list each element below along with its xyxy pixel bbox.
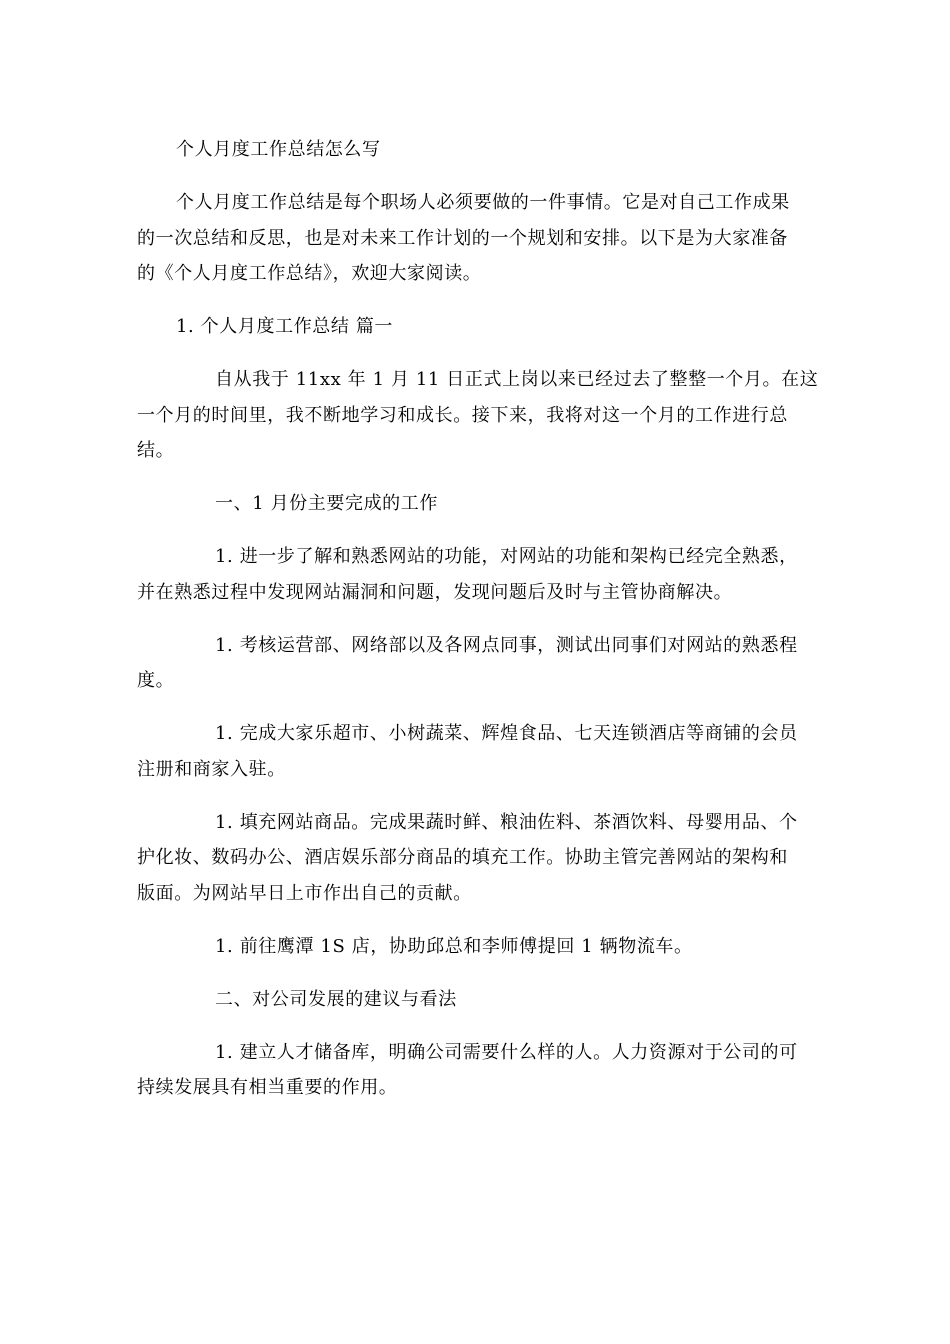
part1-heading: 一、1 月份主要完成的工作	[215, 493, 438, 514]
item6-line-2: 持续发展具有相当重要的作用。	[137, 1077, 398, 1098]
intro-line-2: 的一次总结和反思，也是对未来工作计划的一个规划和安排。以下是为大家准备	[137, 228, 788, 249]
intro-line-3: 的《个人月度工作总结》，欢迎大家阅读。	[137, 263, 482, 284]
opening-line-2: 一个月的时间里，我不断地学习和成长。接下来，我将对这一个月的工作进行总	[137, 405, 788, 426]
item6-line-1: 1. 建立人才储备库，明确公司需要什么样的人。人力资源对于公司的可	[215, 1042, 798, 1063]
item3-line-1: 1. 完成大家乐超市、小树蔬菜、辉煌食品、七天连锁酒店等商铺的会员	[215, 723, 798, 744]
item3-line-2: 注册和商家入驻。	[137, 759, 286, 780]
item1-line-1: 1. 进一步了解和熟悉网站的功能，对网站的功能和架构已经完全熟悉，	[215, 546, 798, 567]
item2-line-2: 度。	[137, 670, 175, 691]
item4-line-2: 护化妆、数码办公、酒店娱乐部分商品的填充工作。协助主管完善网站的架构和	[137, 847, 788, 868]
document-title: 个人月度工作总结怎么写	[176, 139, 381, 160]
intro-line-1: 个人月度工作总结是每个职场人必须要做的一件事情。它是对自己工作成果	[176, 192, 790, 213]
opening-line-1: 自从我于 11xx 年 1 月 11 日正式上岗以来已经过去了整整一个月。在这	[215, 369, 819, 390]
part2-heading: 二、对公司发展的建议与看法	[215, 989, 457, 1010]
item4-line-3: 版面。为网站早日上市作出自己的贡献。	[137, 883, 472, 904]
item5-line-1: 1. 前往鹰潭 1S 店，协助邱总和李师傅提回 1 辆物流车。	[215, 936, 693, 957]
item2-line-1: 1. 考核运营部、网络部以及各网点同事，测试出同事们对网站的熟悉程	[215, 635, 798, 656]
section-heading: 1. 个人月度工作总结 篇一	[176, 316, 394, 337]
opening-line-3: 结。	[137, 440, 175, 461]
item1-line-2: 并在熟悉过程中发现网站漏洞和问题，发现问题后及时与主管协商解决。	[137, 582, 733, 603]
item4-line-1: 1. 填充网站商品。完成果蔬时鲜、粮油佐料、茶酒饮料、母婴用品、个	[215, 812, 798, 833]
